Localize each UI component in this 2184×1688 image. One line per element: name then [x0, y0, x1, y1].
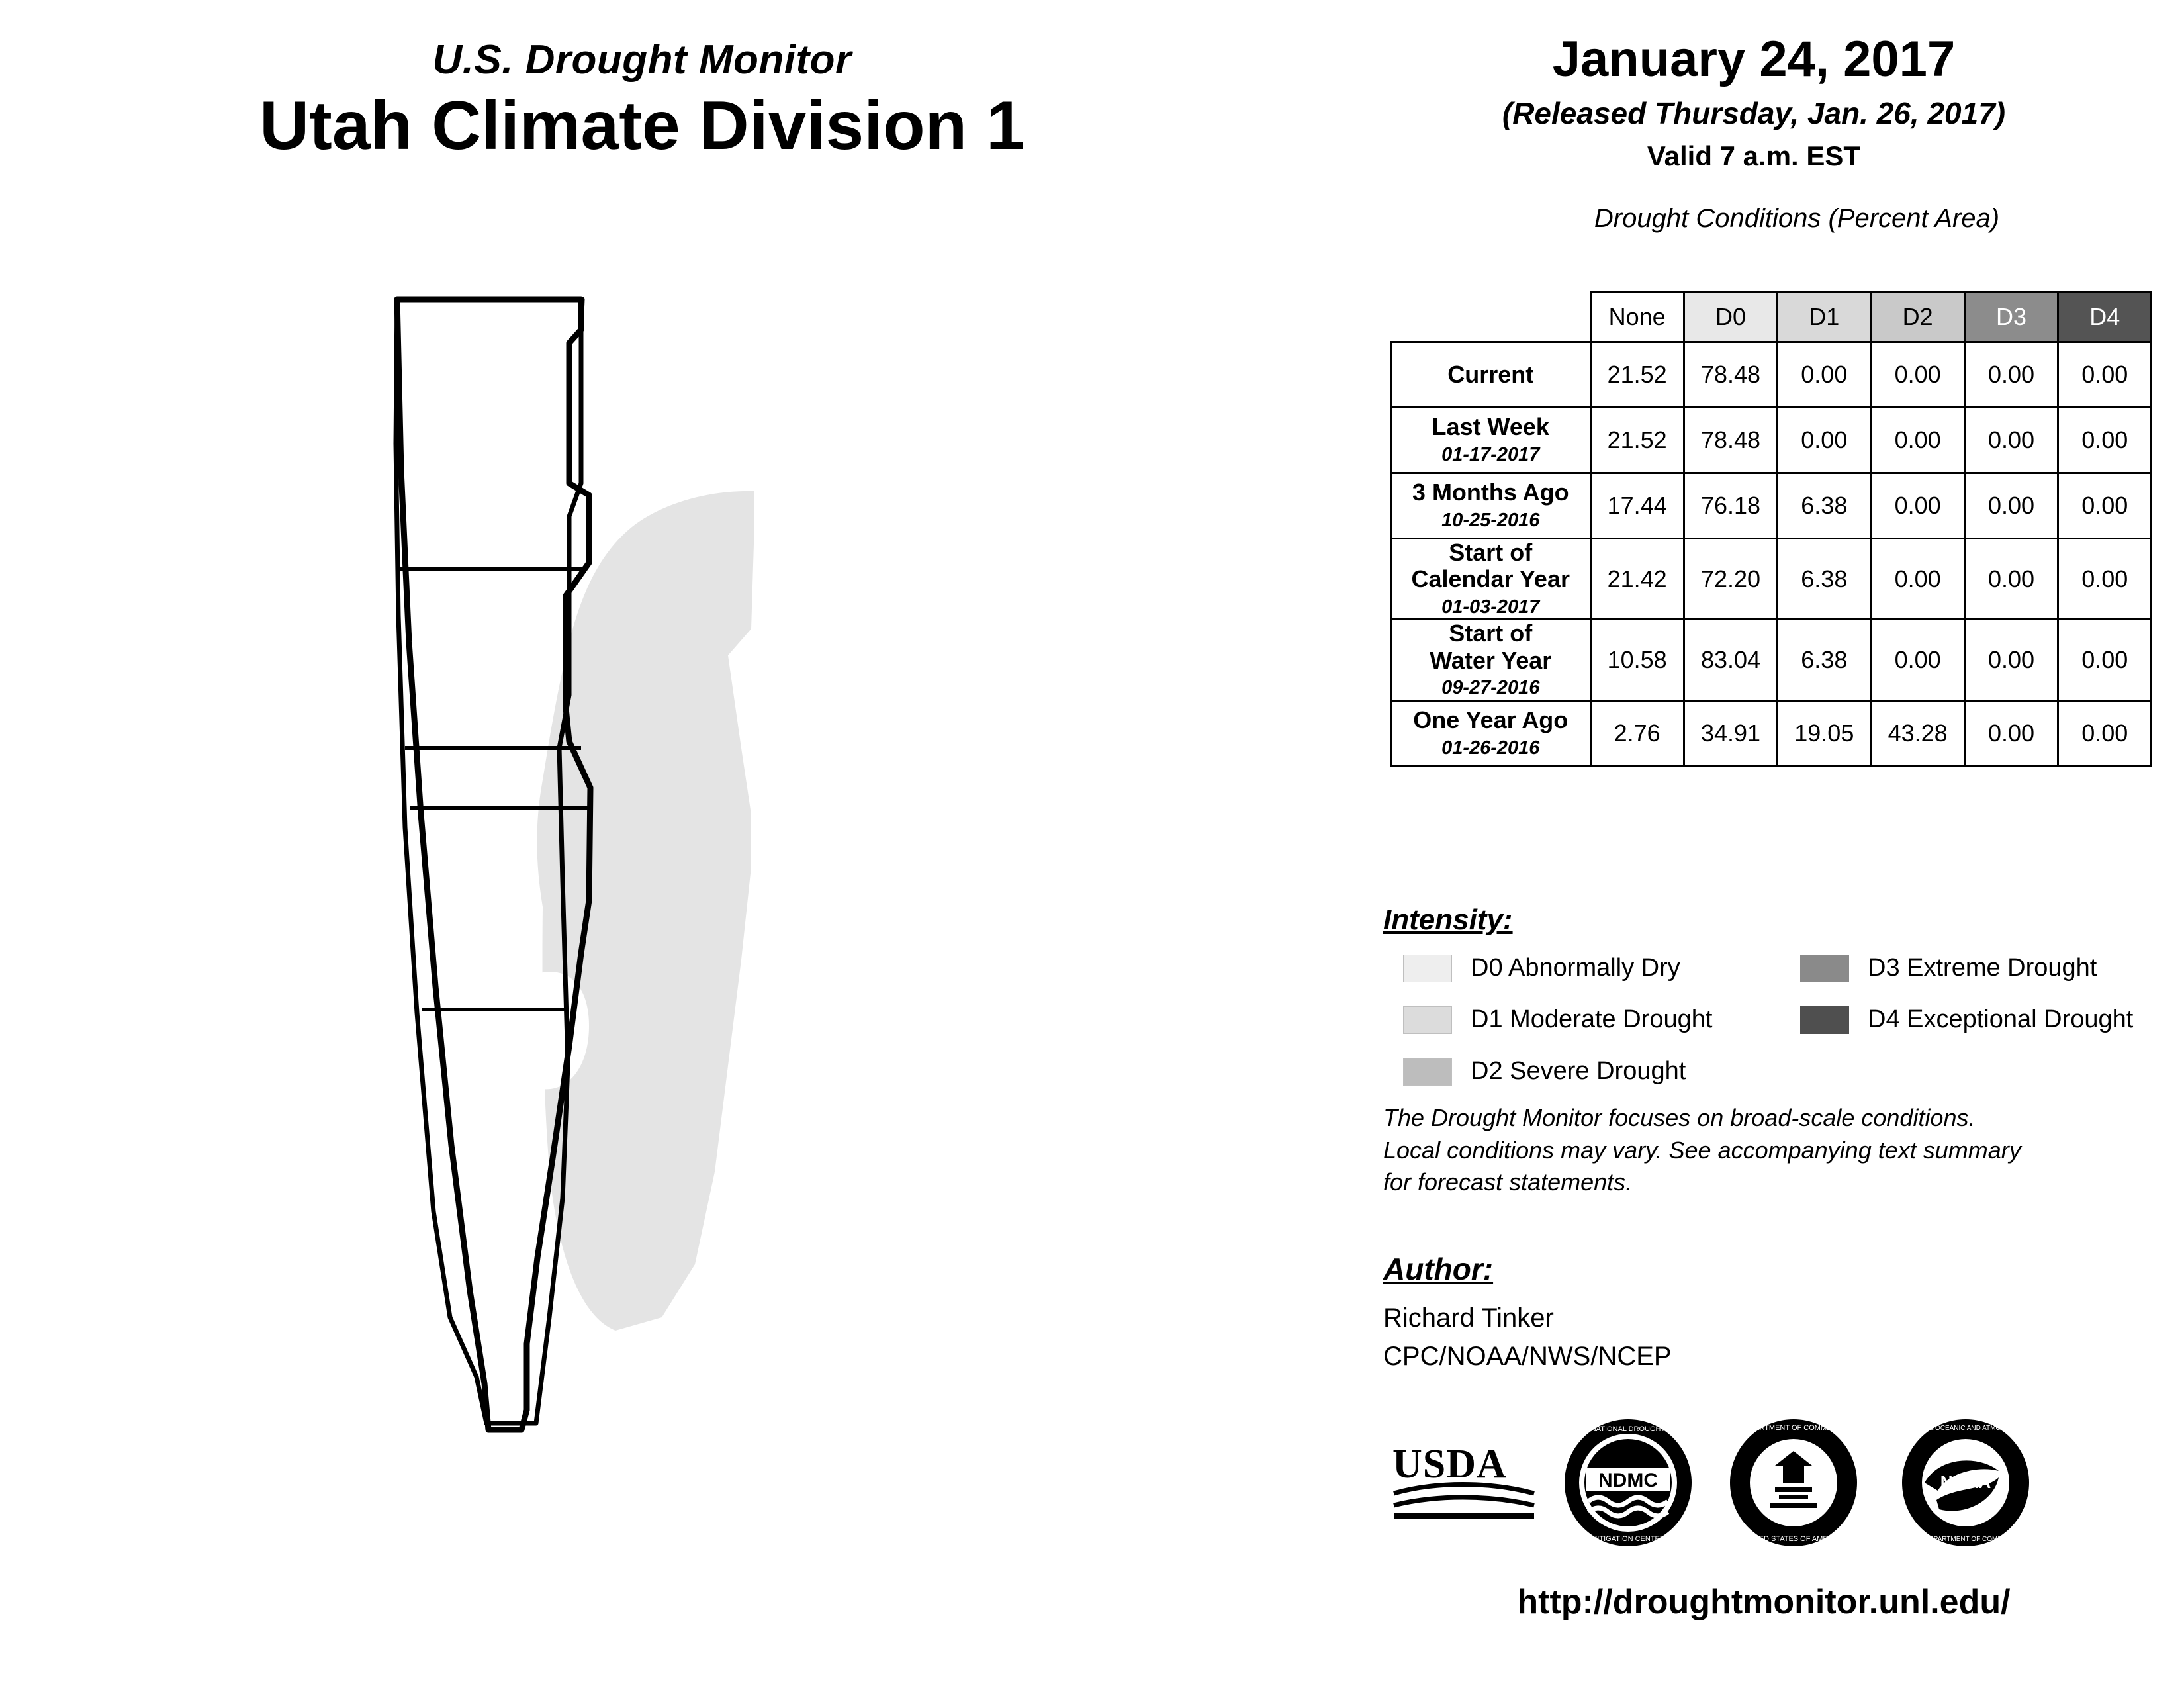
page-title: Utah Climate Division 1	[259, 87, 1024, 164]
column-header-none: None	[1590, 293, 1684, 342]
row-label-text-2: Calendar Year	[1411, 565, 1570, 593]
table-row	[1391, 620, 2152, 700]
report-date: January 24, 2017	[1552, 31, 1956, 87]
usda-logo	[1390, 1436, 1542, 1526]
cell-d1: 19.05	[1778, 700, 1871, 766]
svg-text:NDMC: NDMC	[1598, 1470, 1658, 1491]
row-label-date: 09-27-2016	[1441, 677, 1540, 699]
legend-label-d2: D2 Severe Drought	[1471, 1057, 1686, 1085]
intensity-title: Intensity:	[1383, 904, 1513, 936]
row-label-start-of-water-year	[1391, 620, 1591, 700]
table-row	[1391, 342, 2152, 408]
ndmc-logo	[1562, 1417, 1694, 1552]
legend-item-d0	[1403, 954, 1680, 982]
map-figure	[371, 285, 1099, 1595]
row-label-text: 3 Months Ago	[1412, 479, 1569, 506]
header-right	[1377, 33, 2131, 234]
column-header-d0: D0	[1684, 293, 1777, 342]
table-row	[1391, 700, 2152, 766]
cell-d1: 6.38	[1778, 539, 1871, 620]
title-block	[79, 37, 1205, 164]
row-label-text: Current	[1447, 360, 1534, 388]
cell-d3: 0.00	[1964, 473, 2058, 539]
cell-d0: 34.91	[1684, 700, 1777, 766]
column-header-d4: D4	[2058, 293, 2152, 342]
row-label-text: Last Week	[1432, 413, 1549, 441]
d0-swatch-icon	[1403, 955, 1452, 982]
cell-d2: 0.00	[1871, 342, 1964, 408]
program-title: U.S. Drought Monitor	[432, 37, 852, 83]
cell-d0: 78.48	[1684, 408, 1777, 473]
valid-time: Valid 7 a.m. EST	[1647, 140, 1861, 171]
d2-swatch-icon	[1403, 1058, 1452, 1086]
cell-none: 21.42	[1590, 539, 1684, 620]
disclaimer-line-3: for forecast statements.	[1383, 1168, 1633, 1196]
cell-d4: 0.00	[2058, 700, 2152, 766]
row-label-date: 10-25-2016	[1441, 509, 1540, 531]
release-date: (Released Thursday, Jan. 26, 2017)	[1502, 95, 2006, 130]
row-label-date: 01-03-2017	[1441, 596, 1540, 618]
author-org: CPC/NOAA/NWS/NCEP	[1383, 1342, 1672, 1371]
svg-text:MITIGATION CENTER: MITIGATION CENTER	[1591, 1535, 1665, 1543]
cell-d3: 0.00	[1964, 539, 2058, 620]
legend-label-d4: D4 Exceptional Drought	[1868, 1006, 2134, 1033]
cell-d0: 83.04	[1684, 620, 1777, 700]
cell-d2: 0.00	[1871, 620, 1964, 700]
cell-d0: 78.48	[1684, 342, 1777, 408]
cell-d1: 0.00	[1778, 342, 1871, 408]
row-label-start-of-calendar-year	[1391, 539, 1591, 620]
logo-row	[1377, 1417, 2151, 1549]
row-label-text-2: Water Year	[1430, 646, 1552, 674]
svg-text:NATIONAL DROUGHT: NATIONAL DROUGHT	[1590, 1425, 1666, 1433]
svg-text:NATIONAL OCEANIC AND ATMOSPHER: NATIONAL OCEANIC AND ATMOSPHERIC	[1901, 1425, 2030, 1432]
disclaimer-line-2: Local conditions may vary. See accompanying text summary	[1383, 1136, 2021, 1164]
row-label-3-months-ago	[1391, 473, 1591, 539]
cell-d4: 0.00	[2058, 539, 2152, 620]
row-label-date: 01-17-2017	[1441, 444, 1540, 465]
svg-text:NOAA: NOAA	[1940, 1472, 1991, 1492]
cell-d3: 0.00	[1964, 700, 2058, 766]
row-label-date: 01-26-2016	[1441, 737, 1540, 759]
cell-none: 21.52	[1590, 342, 1684, 408]
table-row	[1391, 408, 2152, 473]
intensity-legend	[1383, 904, 2151, 1085]
website-url[interactable]: http://droughtmonitor.unl.edu/	[1517, 1583, 2011, 1621]
cell-d0: 72.20	[1684, 539, 1777, 620]
row-label-current	[1391, 342, 1591, 408]
cell-d4: 0.00	[2058, 620, 2152, 700]
row-label-text: Start of	[1449, 539, 1533, 566]
table-header-row	[1391, 293, 2152, 342]
legend-item-d3	[1800, 954, 2097, 982]
cell-d3: 0.00	[1964, 408, 2058, 473]
legend-label-d1: D1 Moderate Drought	[1471, 1006, 1713, 1033]
cell-none: 2.76	[1590, 700, 1684, 766]
table-caption: Drought Conditions (Percent Area)	[1594, 203, 2000, 233]
cell-d4: 0.00	[2058, 473, 2152, 539]
legend-item-d4	[1800, 1006, 2133, 1034]
cell-d2: 0.00	[1871, 408, 1964, 473]
d4-swatch-icon	[1800, 1006, 1849, 1034]
table-row	[1391, 539, 2152, 620]
legend-item-d1	[1403, 1006, 1712, 1034]
cell-d4: 0.00	[2058, 408, 2152, 473]
svg-text:UNITED STATES OF AMERICA: UNITED STATES OF AMERICA	[1741, 1535, 1846, 1543]
d1-swatch-icon	[1403, 1006, 1452, 1034]
cell-d2: 43.28	[1871, 700, 1964, 766]
author-name: Richard Tinker	[1383, 1303, 1554, 1333]
drought-conditions-table	[1390, 291, 2138, 767]
d3-swatch-icon	[1800, 955, 1849, 982]
row-label-text: One Year Ago	[1413, 706, 1569, 734]
cell-d3: 0.00	[1964, 342, 2058, 408]
svg-text:U.S. DEPARTMENT OF COMMERCE: U.S. DEPARTMENT OF COMMERCE	[1909, 1536, 2022, 1543]
legend-label-d0: D0 Abnormally Dry	[1471, 954, 1680, 982]
cell-d2: 0.00	[1871, 473, 1964, 539]
column-header-d1: D1	[1778, 293, 1871, 342]
cell-none: 17.44	[1590, 473, 1684, 539]
disclaimer	[1383, 1102, 2131, 1199]
column-header-d3: D3	[1964, 293, 2058, 342]
cell-d0: 76.18	[1684, 473, 1777, 539]
doc-logo	[1727, 1417, 1860, 1552]
disclaimer-line-1: The Drought Monitor focuses on broad-scale conditions.	[1383, 1104, 1976, 1131]
cell-d1: 6.38	[1778, 620, 1871, 700]
column-header-d2: D2	[1871, 293, 1964, 342]
legend-item-d2	[1403, 1057, 1686, 1086]
cell-d2: 0.00	[1871, 539, 1964, 620]
cell-d4: 0.00	[2058, 342, 2152, 408]
svg-text:USDA: USDA	[1392, 1442, 1507, 1487]
cell-none: 21.52	[1590, 408, 1684, 473]
table-row	[1391, 473, 2152, 539]
cell-d1: 6.38	[1778, 473, 1871, 539]
row-label-text: Start of	[1449, 620, 1533, 647]
header-spacer	[1391, 293, 1591, 342]
noaa-logo	[1899, 1417, 2032, 1552]
author-heading: Author:	[1383, 1252, 1494, 1286]
row-label-last-week	[1391, 408, 1591, 473]
cell-none: 10.58	[1590, 620, 1684, 700]
cell-d3: 0.00	[1964, 620, 2058, 700]
legend-label-d3: D3 Extreme Drought	[1868, 954, 2097, 982]
cell-d1: 0.00	[1778, 408, 1871, 473]
row-label-one-year-ago	[1391, 700, 1591, 766]
svg-text:DEPARTMENT OF COMMERCE: DEPARTMENT OF COMMERCE	[1740, 1424, 1847, 1432]
